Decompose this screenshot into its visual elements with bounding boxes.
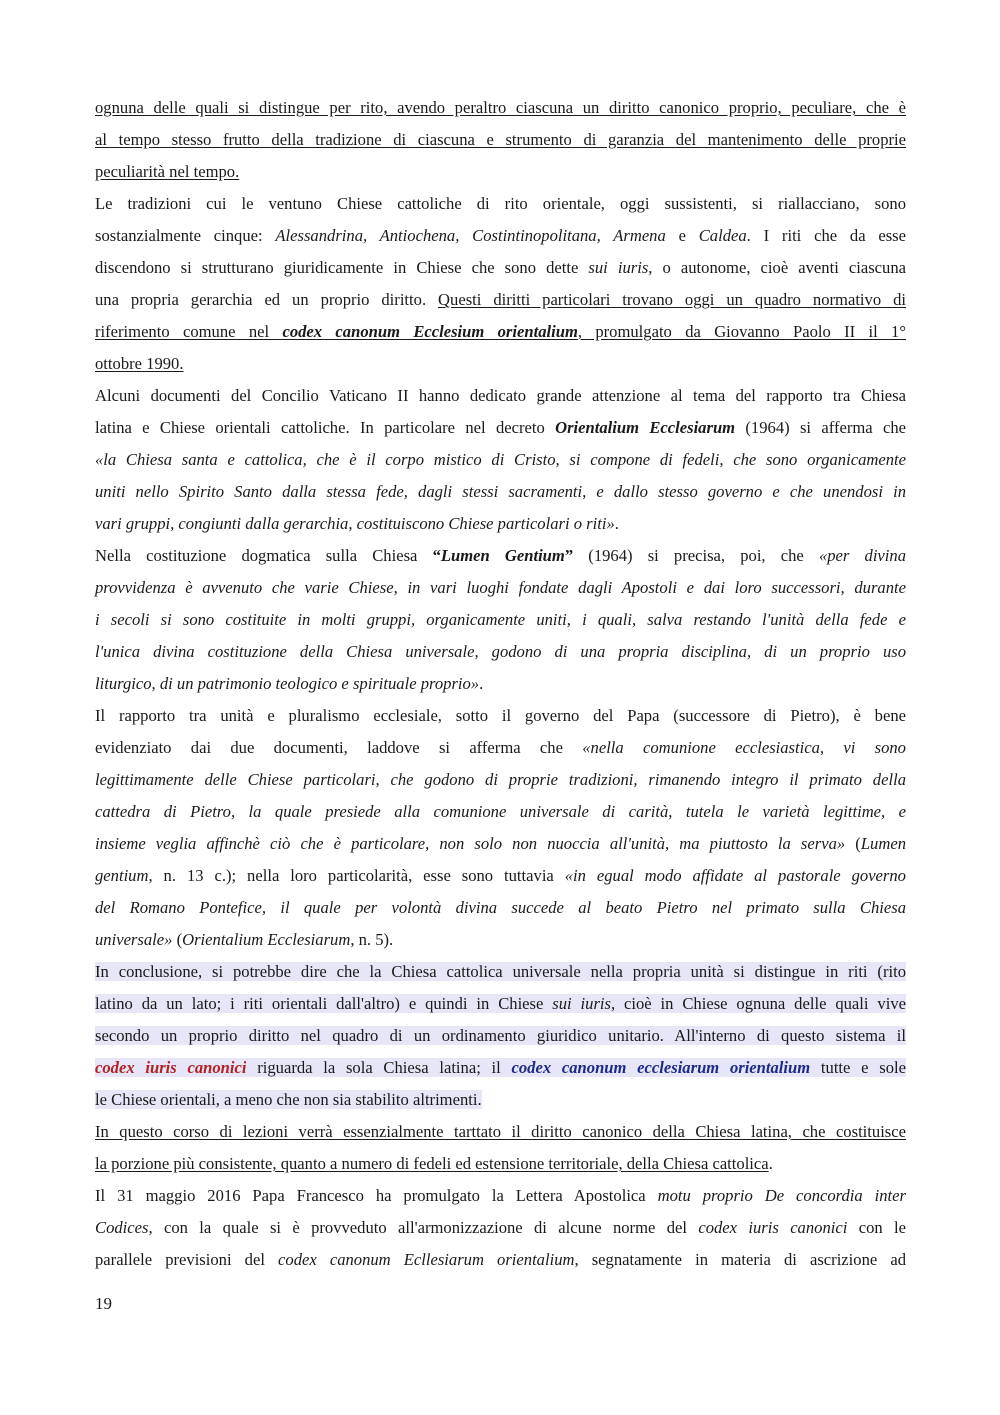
text-segment: peculiarità nel tempo. <box>95 162 240 181</box>
text-line <box>95 156 906 188</box>
text-segment: Lumen Gentium <box>440 546 565 565</box>
text-segment: la porzione più consistente, quanto a numero di fedeli ed estensione territoriale, della Chiesa cattolica <box>95 1154 769 1173</box>
text-line <box>95 924 906 956</box>
text-segment: discendono si strutturano giuridicamente in Chiese che sono dette <box>95 258 589 277</box>
text-segment: insieme veglia affinchè ciò che è particolare, non solo non nuoccia all'unità, ma piuttosto la serva» <box>95 834 846 853</box>
text-segment: codex iuris canonici <box>698 1218 848 1237</box>
text-segment: «nella comunione ecclesiastica, vi sono <box>582 738 906 757</box>
text-segment: provvidenza è avvenuto che varie Chiese, in vari luoghi fondate dagli Apostoli e dai loro successori, durante <box>95 578 906 597</box>
text-segment: le Chiese orientali, a meno che non sia stabilito altrimenti. <box>95 1090 482 1109</box>
text-segment: latina e Chiese orientali cattoliche. In particolare nel decreto <box>95 418 556 437</box>
text-segment: gentium <box>95 866 149 885</box>
text-segment: cattedra di Pietro, la quale presiede alla comunione universale di carità, tutela le varietà legittime, e <box>95 802 906 821</box>
text-segment: , segnatamente in materia di ascrizione ad <box>574 1250 906 1269</box>
text-line <box>95 892 906 924</box>
text-segment: tutte e sole <box>810 1058 906 1077</box>
text-line <box>95 188 906 220</box>
text-line <box>95 1148 906 1180</box>
text-segment: Questi diritti particolari trovano oggi un quadro normativo di <box>438 290 906 309</box>
text-segment: sostanzialmente cinque: <box>95 226 276 245</box>
text-line <box>95 700 906 732</box>
text-line <box>95 1020 906 1052</box>
text-segment: «in egual modo affidate al pastorale governo <box>564 866 906 885</box>
text-segment: . <box>614 514 619 533</box>
text-segment: Alessandrina, Antiochena, Costintinopolitana, Armena <box>275 226 666 245</box>
text-segment: del Romano Pontefice, il quale per volontà divina succede al beato Pietro nel primato sulla Chiesa <box>95 898 906 917</box>
text-segment: una propria gerarchia ed un proprio diritto. <box>95 290 439 309</box>
text-segment: sui iuris <box>588 258 649 277</box>
text-segment: al tempo stesso frutto della tradizione di ciascuna e strumento di garanzia del mantenimento delle proprie <box>95 130 906 149</box>
text-segment: codex canonum Ecclesium orientalium <box>282 322 578 341</box>
text-segment: evidenziato dai due documenti, laddove si afferma che <box>95 738 583 757</box>
text-segment: Le tradizioni cui le ventuno Chiese cattoliche di rito orientale, oggi sussistenti, si riallacciano, sono <box>95 194 906 213</box>
text-segment: l'unica divina costituzione della Chiesa universale, godono di una propria disciplina, di un proprio uso <box>95 642 906 661</box>
text-segment: latino da un lato; i riti orientali dall'altro) e quindi in Chiese <box>95 994 553 1013</box>
text-line <box>95 668 906 700</box>
text-segment: Orientalium Ecclesiarum <box>182 930 351 949</box>
text-segment: e <box>665 226 699 245</box>
text-line <box>95 1244 906 1276</box>
text-line <box>95 476 906 508</box>
text-segment: uniti nello Spirito Santo dalla stessa fede, dagli stessi sacramenti, e dallo stesso governo e che unendosi in <box>95 482 906 501</box>
text-line <box>95 1084 906 1116</box>
text-segment: codex iuris canonici <box>95 1058 247 1077</box>
text-line <box>95 92 906 124</box>
text-line <box>95 1180 906 1212</box>
text-segment: riferimento comune nel <box>95 322 283 341</box>
text-segment: universale» <box>95 930 173 949</box>
text-segment: ottobre 1990. <box>95 354 184 373</box>
text-segment: , n. 5). <box>350 930 394 949</box>
text-line <box>95 220 906 252</box>
text-line <box>95 988 906 1020</box>
text-segment: Nella costituzione dogmatica sulla Chiesa <box>95 546 433 565</box>
text-line <box>95 124 906 156</box>
text-segment: Alcuni documenti del Concilio Vaticano II hanno dedicato grande attenzione al tema del rapporto tra Chiesa <box>95 386 906 405</box>
text-segment: «la Chiesa santa e cattolica, che è il corpo mistico di Cristo, si compone di fedeli, che sono organicamente <box>95 450 906 469</box>
text-line <box>95 316 906 348</box>
text-line <box>95 572 906 604</box>
text-segment: sui iuris <box>552 994 611 1013</box>
text-segment: (1964) si afferma che <box>735 418 906 437</box>
text-segment: parallele previsioni del <box>95 1250 279 1269</box>
text-segment: liturgico, di un patrimonio teologico e spirituale proprio» <box>95 674 480 693</box>
text-segment: Il rapporto tra unità e pluralismo ecclesiale, sotto il governo del Papa (successore di Pietro), è bene <box>95 706 906 725</box>
text-line <box>95 1052 906 1084</box>
text-segment: . <box>768 1154 773 1173</box>
text-line <box>95 764 906 796</box>
page-number: 19 <box>95 1294 112 1313</box>
text-segment: Caldea <box>698 226 747 245</box>
text-segment: ognuna delle quali si distingue per rito, avendo peraltro ciascuna un diritto canonico proprio, peculiare, che è <box>95 98 906 117</box>
text-line <box>95 732 906 764</box>
text-segment: , con la quale si è provveduto all'armonizzazione di alcune norme del <box>148 1218 699 1237</box>
text-segment: . <box>479 674 484 693</box>
text-segment: , cioè in Chiese ognuna delle quali vive <box>610 994 906 1013</box>
text-segment: legittimamente delle Chiese particolari, che godono di proprie tradizioni, rimanendo integro il primato della <box>95 770 906 789</box>
text-segment: Lumen <box>860 834 906 853</box>
text-line <box>95 284 906 316</box>
text-line <box>95 828 906 860</box>
text-segment: con le <box>847 1218 907 1237</box>
text-segment: . I riti che da esse <box>746 226 906 245</box>
text-line <box>95 604 906 636</box>
text-segment: ( <box>172 930 183 949</box>
text-line <box>95 956 906 988</box>
text-line <box>95 1116 906 1148</box>
text-segment: codex canonum Ecllesiarum orientalium <box>278 1250 575 1269</box>
text-segment: secondo un proprio diritto nel quadro di un ordinamento giuridico unitario. All'interno di questo sistema il <box>95 1026 906 1045</box>
text-line <box>95 540 906 572</box>
text-segment: , o autonome, cioè aventi ciascuna <box>648 258 906 277</box>
text-segment: , n. 13 c.); nella loro particolarità, esse sono tuttavia <box>148 866 565 885</box>
text-segment: Il 31 maggio 2016 Papa Francesco ha promulgato la Lettera Apostolica <box>95 1186 658 1205</box>
text-segment: Codices <box>95 1218 149 1237</box>
text-line <box>95 444 906 476</box>
text-segment: In conclusione, si potrebbe dire che la Chiesa cattolica universale nella propria unità si distingue in riti (rito <box>95 962 906 981</box>
body-text <box>95 92 906 1276</box>
text-segment: riguarda la sola Chiesa latina; il <box>246 1058 512 1077</box>
text-segment: Orientalium Ecclesiarum <box>555 418 736 437</box>
text-line <box>95 636 906 668</box>
text-segment: i secoli si sono costituite in molti gruppi, organicamente uniti, i quali, salva restando l'unità della fede e <box>95 610 906 629</box>
text-segment: motu proprio De concordia inter <box>657 1186 906 1205</box>
text-segment: vari gruppi, congiunti dalla gerarchia, costituiscono Chiese particolari o riti» <box>95 514 615 533</box>
text-line <box>95 796 906 828</box>
text-line <box>95 1212 906 1244</box>
text-segment: codex canonum ecclesiarum orientalium <box>511 1058 811 1077</box>
text-line <box>95 348 906 380</box>
text-line <box>95 508 906 540</box>
text-line <box>95 252 906 284</box>
text-segment: «per divina <box>818 546 906 565</box>
text-segment: (1964) si precisa, poi, che <box>573 546 819 565</box>
text-segment: In questo corso di lezioni verrà essenzialmente tarttato il diritto canonico della Chiesa latina, che costituisce <box>95 1122 906 1141</box>
text-segment: ( <box>845 834 861 853</box>
text-line <box>95 380 906 412</box>
text-line <box>95 412 906 444</box>
text-line <box>95 860 906 892</box>
text-segment: , promulgato da Giovanno Paolo II il 1° <box>577 322 906 341</box>
text-segment: ” <box>564 546 574 565</box>
text-segment: “ <box>432 546 441 565</box>
